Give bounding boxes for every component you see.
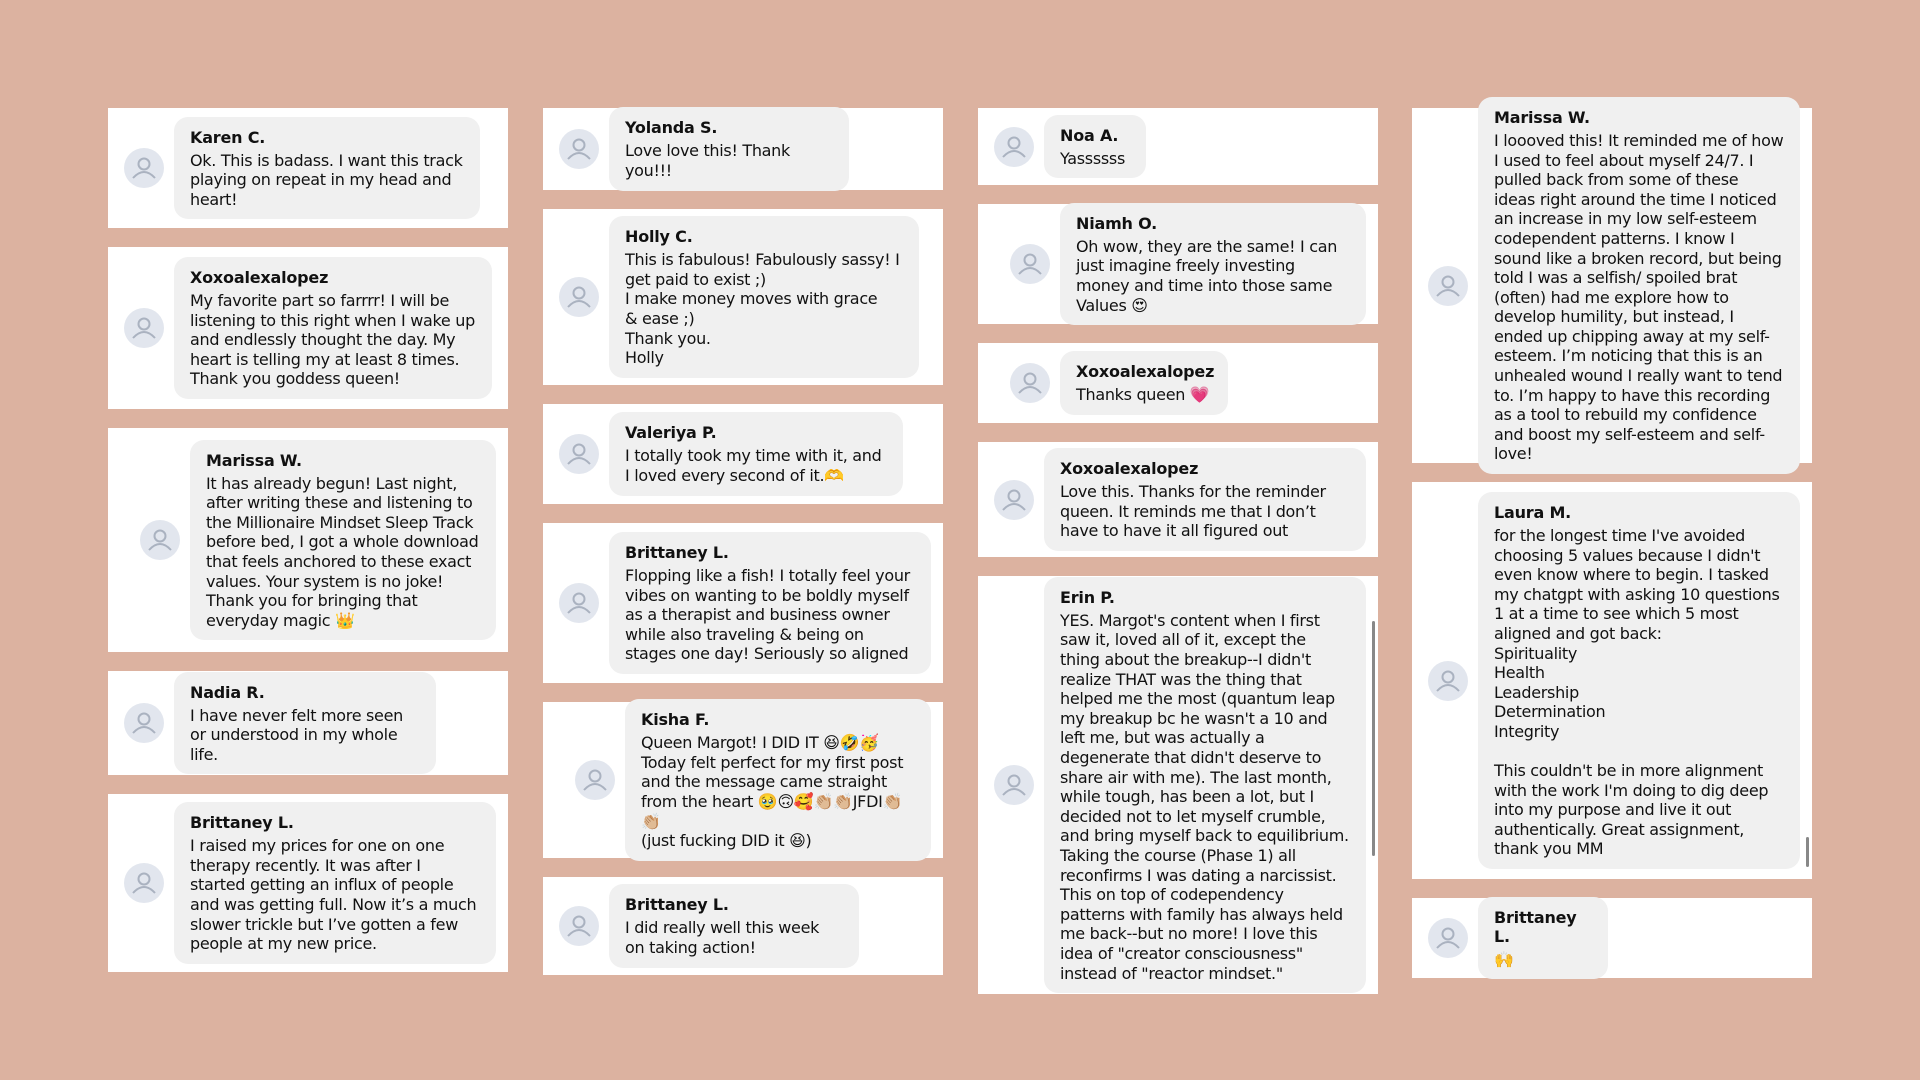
comment-author[interactable]: Laura M. [1494,502,1572,522]
user-avatar-icon[interactable] [124,863,164,903]
user-avatar-icon[interactable] [575,760,615,800]
comment-card [978,442,1378,557]
comment-text: I have never felt more seen or understood in my whole life. [190,705,403,764]
comment-card [108,428,508,652]
comment-text: Flopping like a fish! I totally feel your vibes on wanting to be boldly myself as a therapist and business owner while also traveling & being on stages one day! Seriously so aligned [625,566,910,664]
comment-bubble [174,117,480,220]
comment-bubble [1044,448,1366,551]
comment-bubble [625,699,931,861]
comment-author[interactable]: Nadia R. [190,682,265,702]
comment-author[interactable]: Marissa W. [1494,107,1590,127]
comment-text: Oh wow, they are the same! I can just imagine freely investing money and time into those same Values 😍 [1076,236,1338,315]
comment-card [543,404,943,504]
comment-text: I did really well this week on taking action! [625,918,820,957]
comment-text: Thanks queen 💗 [1076,385,1210,405]
user-avatar-icon[interactable] [1428,661,1468,701]
comment-text: for the longest time I've avoided choosing 5 values because I didn't even know where to begin. I tasked my chatgpt with asking 10 questions 1 at a time to see which 5 most aligned and got back: Spirituality Health Leadership Determination Integrity This couldn't be in more alignment with the work I'm doing to dig deep into my purpose and live it out authentically. Great assignment, thank you MM [1494,525,1780,859]
comment-text: I raised my prices for one on one therapy recently. It was after I started getting an influx of people and was getting full. Now it’s a much slower trickle but I’ve gotten a few people at my new price. [190,836,477,954]
user-avatar-icon[interactable] [994,480,1034,520]
comment-author[interactable]: Brittaney L. [1494,907,1577,946]
comment-author[interactable]: Brittaney L. [625,895,729,915]
comment-bubble [1478,897,1608,980]
comment-author[interactable]: Brittaney L. [190,813,294,833]
comment-author[interactable]: Xoxoalexalopez [1076,362,1215,382]
user-avatar-icon[interactable] [559,277,599,317]
comment-author[interactable]: Holly C. [625,227,693,247]
comment-card [108,794,508,972]
comment-text: I loooved this! It reminded me of how I used to feel about myself 24/7. I pulled back from some of these ideas right around the time I noticed an increase in my low self-esteem codependent patterns. I know I sound like a broken record, but being told I was a selfish/ spoiled brat (often) had me explore how to develop humility, but instead, I ended up chipping away at my self-esteem. I’m noticing that this is an unhealed wound I really want to tend to. I’m happy to have this recording as a tool to rebuild my confidence and boost my self-esteem and self-love! [1494,130,1784,464]
comment-author[interactable]: Karen C. [190,127,266,147]
comment-text: Ok. This is badass. I want this track playing on repeat in my head and heart! [190,150,463,209]
comment-card [108,671,508,775]
user-avatar-icon[interactable] [1010,244,1050,284]
user-avatar-icon[interactable] [994,765,1034,805]
comment-bubble [1060,351,1228,415]
comment-card [1412,108,1812,463]
comment-card [108,108,508,228]
comment-author[interactable]: Yolanda S. [625,118,718,138]
column-4 [1412,108,1812,997]
comment-text: This is fabulous! Fabulously sassy! I get paid to exist ;) I make money moves with grace & ease ;) Thank you. Holly [625,250,900,368]
comment-text: My favorite part so farrrr! I will be listening to this right when I wake up and endlessly thought the day. My heart is telling my at least 8 times. Thank you goddess queen! [190,291,475,389]
comment-bubble [1060,203,1366,325]
comment-text: Queen Margot! I DID IT 😆🤣🥳 Today felt perfect for my first post and the message came straight from the heart 🥹🙃🥰👏🏼👏🏼JFDI👏🏼👏🏼 (just fucking DID it 😆) [641,733,904,851]
user-avatar-icon[interactable] [559,129,599,169]
comment-text: Love this. Thanks for the reminder queen. It reminds me that I don’t have to have it all figured out [1060,482,1326,541]
user-avatar-icon[interactable] [124,308,164,348]
comment-bubble [1044,577,1366,993]
user-avatar-icon[interactable] [559,906,599,946]
comment-author[interactable]: Kisha F. [641,710,710,730]
comment-card [543,209,943,385]
comment-text: Yassssss [1060,148,1125,168]
comment-bubble [174,257,492,399]
comment-bubble [609,532,931,674]
comment-card [108,247,508,409]
comment-text: It has already begun! Last night, after writing these and listening to the Millionaire Mindset Sleep Track before bed, I got a whole download that feels anchored to these exact values. Your system is no joke! Thank you for bringing that everyday magic 👑 [206,473,479,630]
comment-author[interactable]: Valeriya P. [625,423,717,443]
comment-card [1412,898,1812,978]
comment-bubble [609,216,919,378]
comment-card [543,877,943,975]
comment-author[interactable]: Marissa W. [206,450,302,470]
comment-card [1412,482,1812,879]
user-avatar-icon[interactable] [1010,363,1050,403]
comment-bubble [609,107,849,190]
comment-bubble [1478,97,1800,474]
comment-bubble [190,440,496,641]
comment-text: I totally took my time with it, and I loved every second of it.🫶 [625,446,882,485]
column-2 [543,108,943,994]
comment-card [978,576,1378,994]
comment-bubble [174,672,436,775]
user-avatar-icon[interactable] [559,583,599,623]
user-avatar-icon[interactable] [1428,918,1468,958]
comment-card [978,343,1378,423]
scrollbar[interactable] [1372,621,1375,856]
comment-bubble [1044,115,1146,179]
scrollbar[interactable] [1806,837,1809,867]
comment-bubble [174,802,496,964]
comment-card [543,523,943,683]
comment-author[interactable]: Erin P. [1060,587,1115,607]
comment-card [978,108,1378,185]
user-avatar-icon[interactable] [124,703,164,743]
comment-author[interactable]: Xoxoalexalopez [190,268,329,288]
user-avatar-icon[interactable] [559,434,599,474]
comment-author[interactable]: Noa A. [1060,125,1119,145]
comment-author[interactable]: Brittaney L. [625,543,729,563]
comment-author[interactable]: Niamh O. [1076,213,1158,233]
user-avatar-icon[interactable] [1428,266,1468,306]
comment-card [543,108,943,190]
comment-author[interactable]: Xoxoalexalopez [1060,459,1199,479]
user-avatar-icon[interactable] [124,148,164,188]
comment-card [543,702,943,858]
comment-text: 🙌 [1494,949,1514,969]
comment-bubble [1478,492,1800,869]
comment-text: YES. Margot's content when I first saw it, loved all of it, except the thing about the breakup--I didn't realize THAT was the thing that helped me the most (quantum leap my breakup bc he wasn't a 10 and left me, but was actually a degenerate that didn't deserve to share air with me). The last month, while tough, has been a lot, but I decided not to let myself crumble, and bring myself back to equilibrium. Taking the course (Phase 1) all reconfirms I was dating a narcissist. This on top of codependency patterns with family has always held me back--but no more! I love this idea of "creator consciousness" instead of "reactor mindset." [1060,610,1349,983]
comment-bubble [609,412,903,495]
user-avatar-icon[interactable] [994,127,1034,167]
column-1 [108,108,508,991]
column-3 [978,108,1378,1013]
comment-text: Love love this! Thank you!!! [625,141,790,180]
comment-card [978,204,1378,324]
user-avatar-icon[interactable] [140,520,180,560]
comment-bubble [609,884,859,967]
